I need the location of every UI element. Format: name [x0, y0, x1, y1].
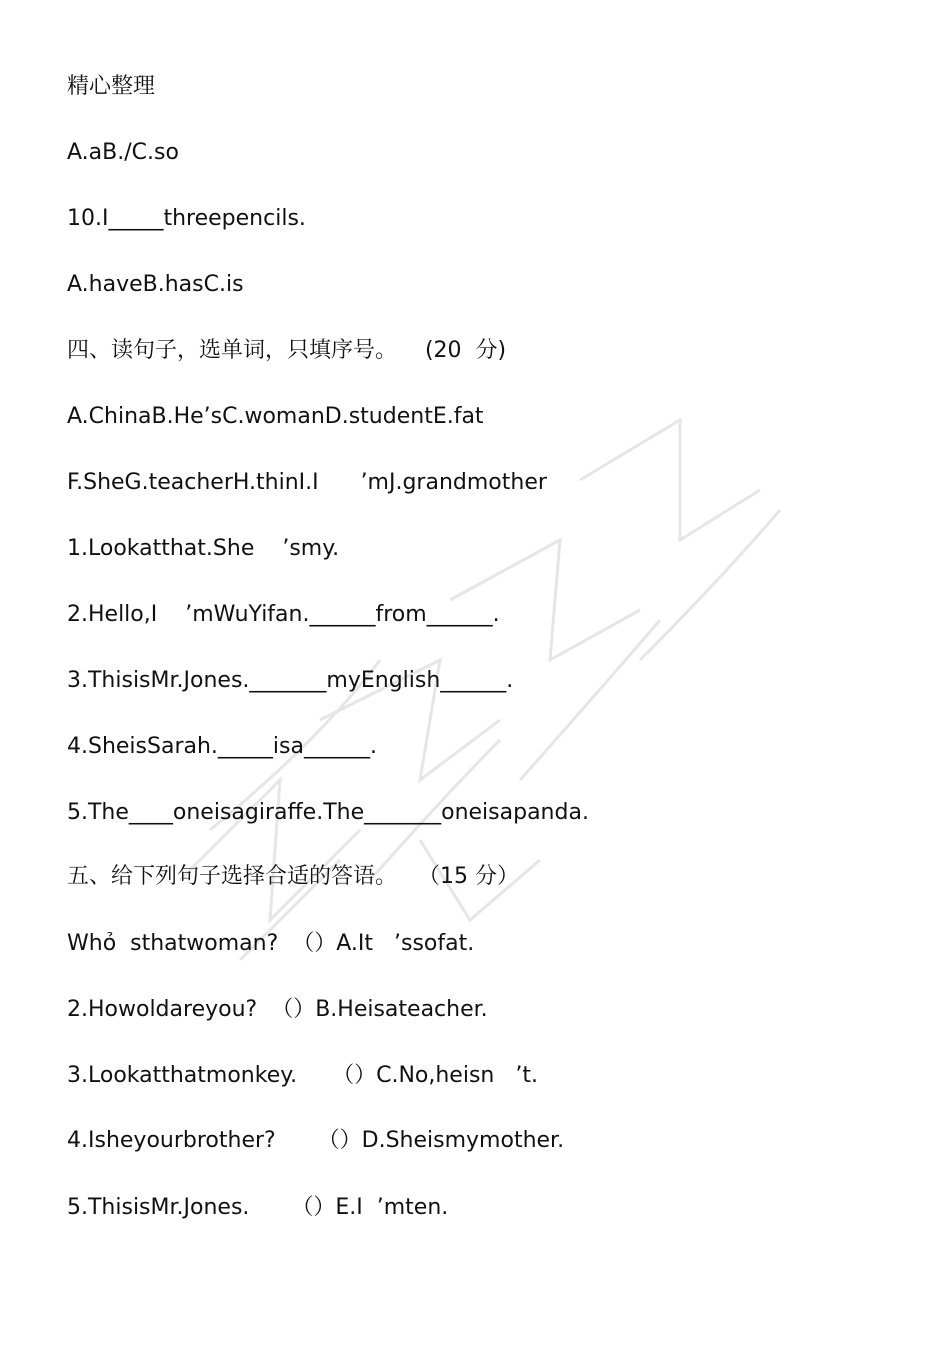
section-heading: 五、给下列句子选择合适的答语。 （15 分）	[67, 864, 519, 889]
matching-line: 4.Isheyourbrother? （）D.Sheismymother.	[67, 1128, 565, 1153]
word-bank-line: A.ChinaB.He’sC.womanD.studentE.fat	[67, 404, 484, 429]
section-heading: 四、读句子，选单词，只填序号。 (20 分)	[67, 338, 507, 363]
matching-line: 5.ThisisMr.Jones. （）E.I ’mten.	[67, 1195, 449, 1220]
option-line: A.haveB.hasC.is	[67, 272, 244, 297]
question-line: 5.The____oneisagiraffe.The_______oneisapanda.	[67, 800, 589, 825]
matching-line: 3.Lookatthatmonkey. （）C.No,heisn ’t.	[67, 1063, 538, 1088]
question-line: 4.SheisSarah._____isa______.	[67, 734, 377, 759]
option-line: A.aB./C.so	[67, 140, 179, 165]
page-header: 精心整理	[67, 74, 156, 99]
question-line: 1.Lookatthat.She ’smy.	[67, 536, 340, 561]
question-line: 10.I_____threepencils.	[67, 206, 306, 231]
matching-line: 2.Howoldareyou? （）B.Heisateacher.	[67, 997, 488, 1022]
word-bank-line: F.SheG.teacherH.thinI.I ’mJ.grandmother	[67, 470, 547, 495]
question-line: 3.ThisisMr.Jones._______myEnglish______.	[67, 668, 514, 693]
matching-line: Whỏ sthatwoman? （）A.It ’ssofat.	[67, 931, 475, 956]
question-line: 2.Hello,I ’mWuYifan.______from______.	[67, 602, 500, 627]
